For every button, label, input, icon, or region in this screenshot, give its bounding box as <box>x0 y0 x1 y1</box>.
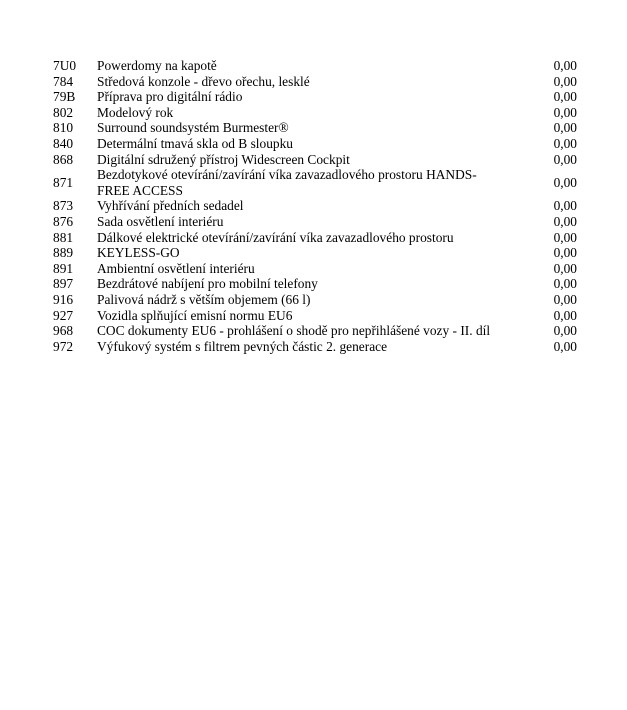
option-price: 0,00 <box>553 245 577 261</box>
option-price: 0,00 <box>553 73 577 89</box>
option-code: 972 <box>53 338 74 354</box>
option-code: 916 <box>53 291 74 307</box>
table-row <box>50 276 581 292</box>
table-row <box>50 105 581 121</box>
table-row <box>50 136 581 152</box>
table-row <box>50 230 581 246</box>
table-row <box>50 339 581 355</box>
option-code: 810 <box>53 120 74 136</box>
option-description: Vyhřívání předních sedadel <box>97 198 244 214</box>
table-row <box>50 214 581 230</box>
option-description: Bezdotykové otevírání/zavírání víka zavazadlového prostoru HANDS-FREE ACCESS <box>97 167 477 198</box>
option-price: 0,00 <box>553 276 577 292</box>
table-row <box>50 74 581 90</box>
option-description: KEYLESS-GO <box>97 245 180 261</box>
option-price: 0,00 <box>553 213 577 229</box>
option-price: 0,00 <box>553 89 577 105</box>
table-row <box>50 292 581 308</box>
option-description: Výfukový systém s filtrem pevných částic 2. generace <box>97 338 388 354</box>
table-row <box>50 323 581 339</box>
option-description: Sada osvětlení interiéru <box>97 213 224 229</box>
option-description: Determální tmavá skla od B sloupku <box>97 135 293 151</box>
option-price: 0,00 <box>553 198 577 214</box>
table-row <box>50 245 581 261</box>
option-price: 0,00 <box>553 120 577 136</box>
option-price: 0,00 <box>553 291 577 307</box>
option-price: 0,00 <box>553 135 577 151</box>
option-code: 784 <box>53 73 74 89</box>
table-row <box>50 58 581 74</box>
option-price: 0,00 <box>553 338 577 354</box>
option-price: 0,00 <box>553 260 577 276</box>
option-code: 871 <box>53 174 74 190</box>
table-row <box>50 120 581 136</box>
option-code: 79B <box>53 89 76 105</box>
option-description: Powerdomy na kapotě <box>97 58 217 73</box>
options-table <box>50 58 581 354</box>
option-price: 0,00 <box>553 151 577 167</box>
table-row <box>50 261 581 277</box>
option-description: Příprava pro digitální rádio <box>97 89 243 105</box>
option-code: 889 <box>53 245 74 261</box>
option-description: Surround soundsystém Burmester® <box>97 120 289 136</box>
option-code: 802 <box>53 104 74 120</box>
option-price: 0,00 <box>553 307 577 323</box>
option-code: 868 <box>53 151 74 167</box>
option-code: 927 <box>53 307 74 323</box>
option-code: 891 <box>53 260 74 276</box>
option-price: 0,00 <box>553 58 577 73</box>
table-row <box>50 89 581 105</box>
table-row <box>50 167 581 198</box>
option-price: 0,00 <box>553 104 577 120</box>
option-code: 840 <box>53 135 74 151</box>
table-row <box>50 198 581 214</box>
option-code: 897 <box>53 276 74 292</box>
option-price: 0,00 <box>553 323 577 339</box>
table-row <box>50 308 581 324</box>
option-code: 968 <box>53 323 74 339</box>
option-price: 0,00 <box>553 229 577 245</box>
option-description: COC dokumenty EU6 - prohlášení o shodě pro nepřihlášené vozy - II. díl <box>97 323 491 339</box>
option-price: 0,00 <box>553 174 577 190</box>
option-description: Ambientní osvětlení interiéru <box>97 260 255 276</box>
option-description: Digitální sdružený přístroj Widescreen Cockpit <box>97 151 350 167</box>
table-row <box>50 152 581 168</box>
option-code: 7U0 <box>53 58 77 73</box>
option-code: 873 <box>53 198 74 214</box>
option-code: 876 <box>53 213 74 229</box>
option-description: Vozidla splňující emisní normu EU6 <box>97 307 293 323</box>
option-description: Palivová nádrž s větším objemem (66 l) <box>97 291 311 307</box>
option-description: Dálkové elektrické otevírání/zavírání víka zavazadlového prostoru <box>97 229 454 245</box>
option-description: Středová konzole - dřevo ořechu, lesklé <box>97 73 310 89</box>
option-code: 881 <box>53 229 74 245</box>
option-description: Modelový rok <box>97 104 174 120</box>
option-description: Bezdrátové nabíjení pro mobilní telefony <box>97 276 318 292</box>
